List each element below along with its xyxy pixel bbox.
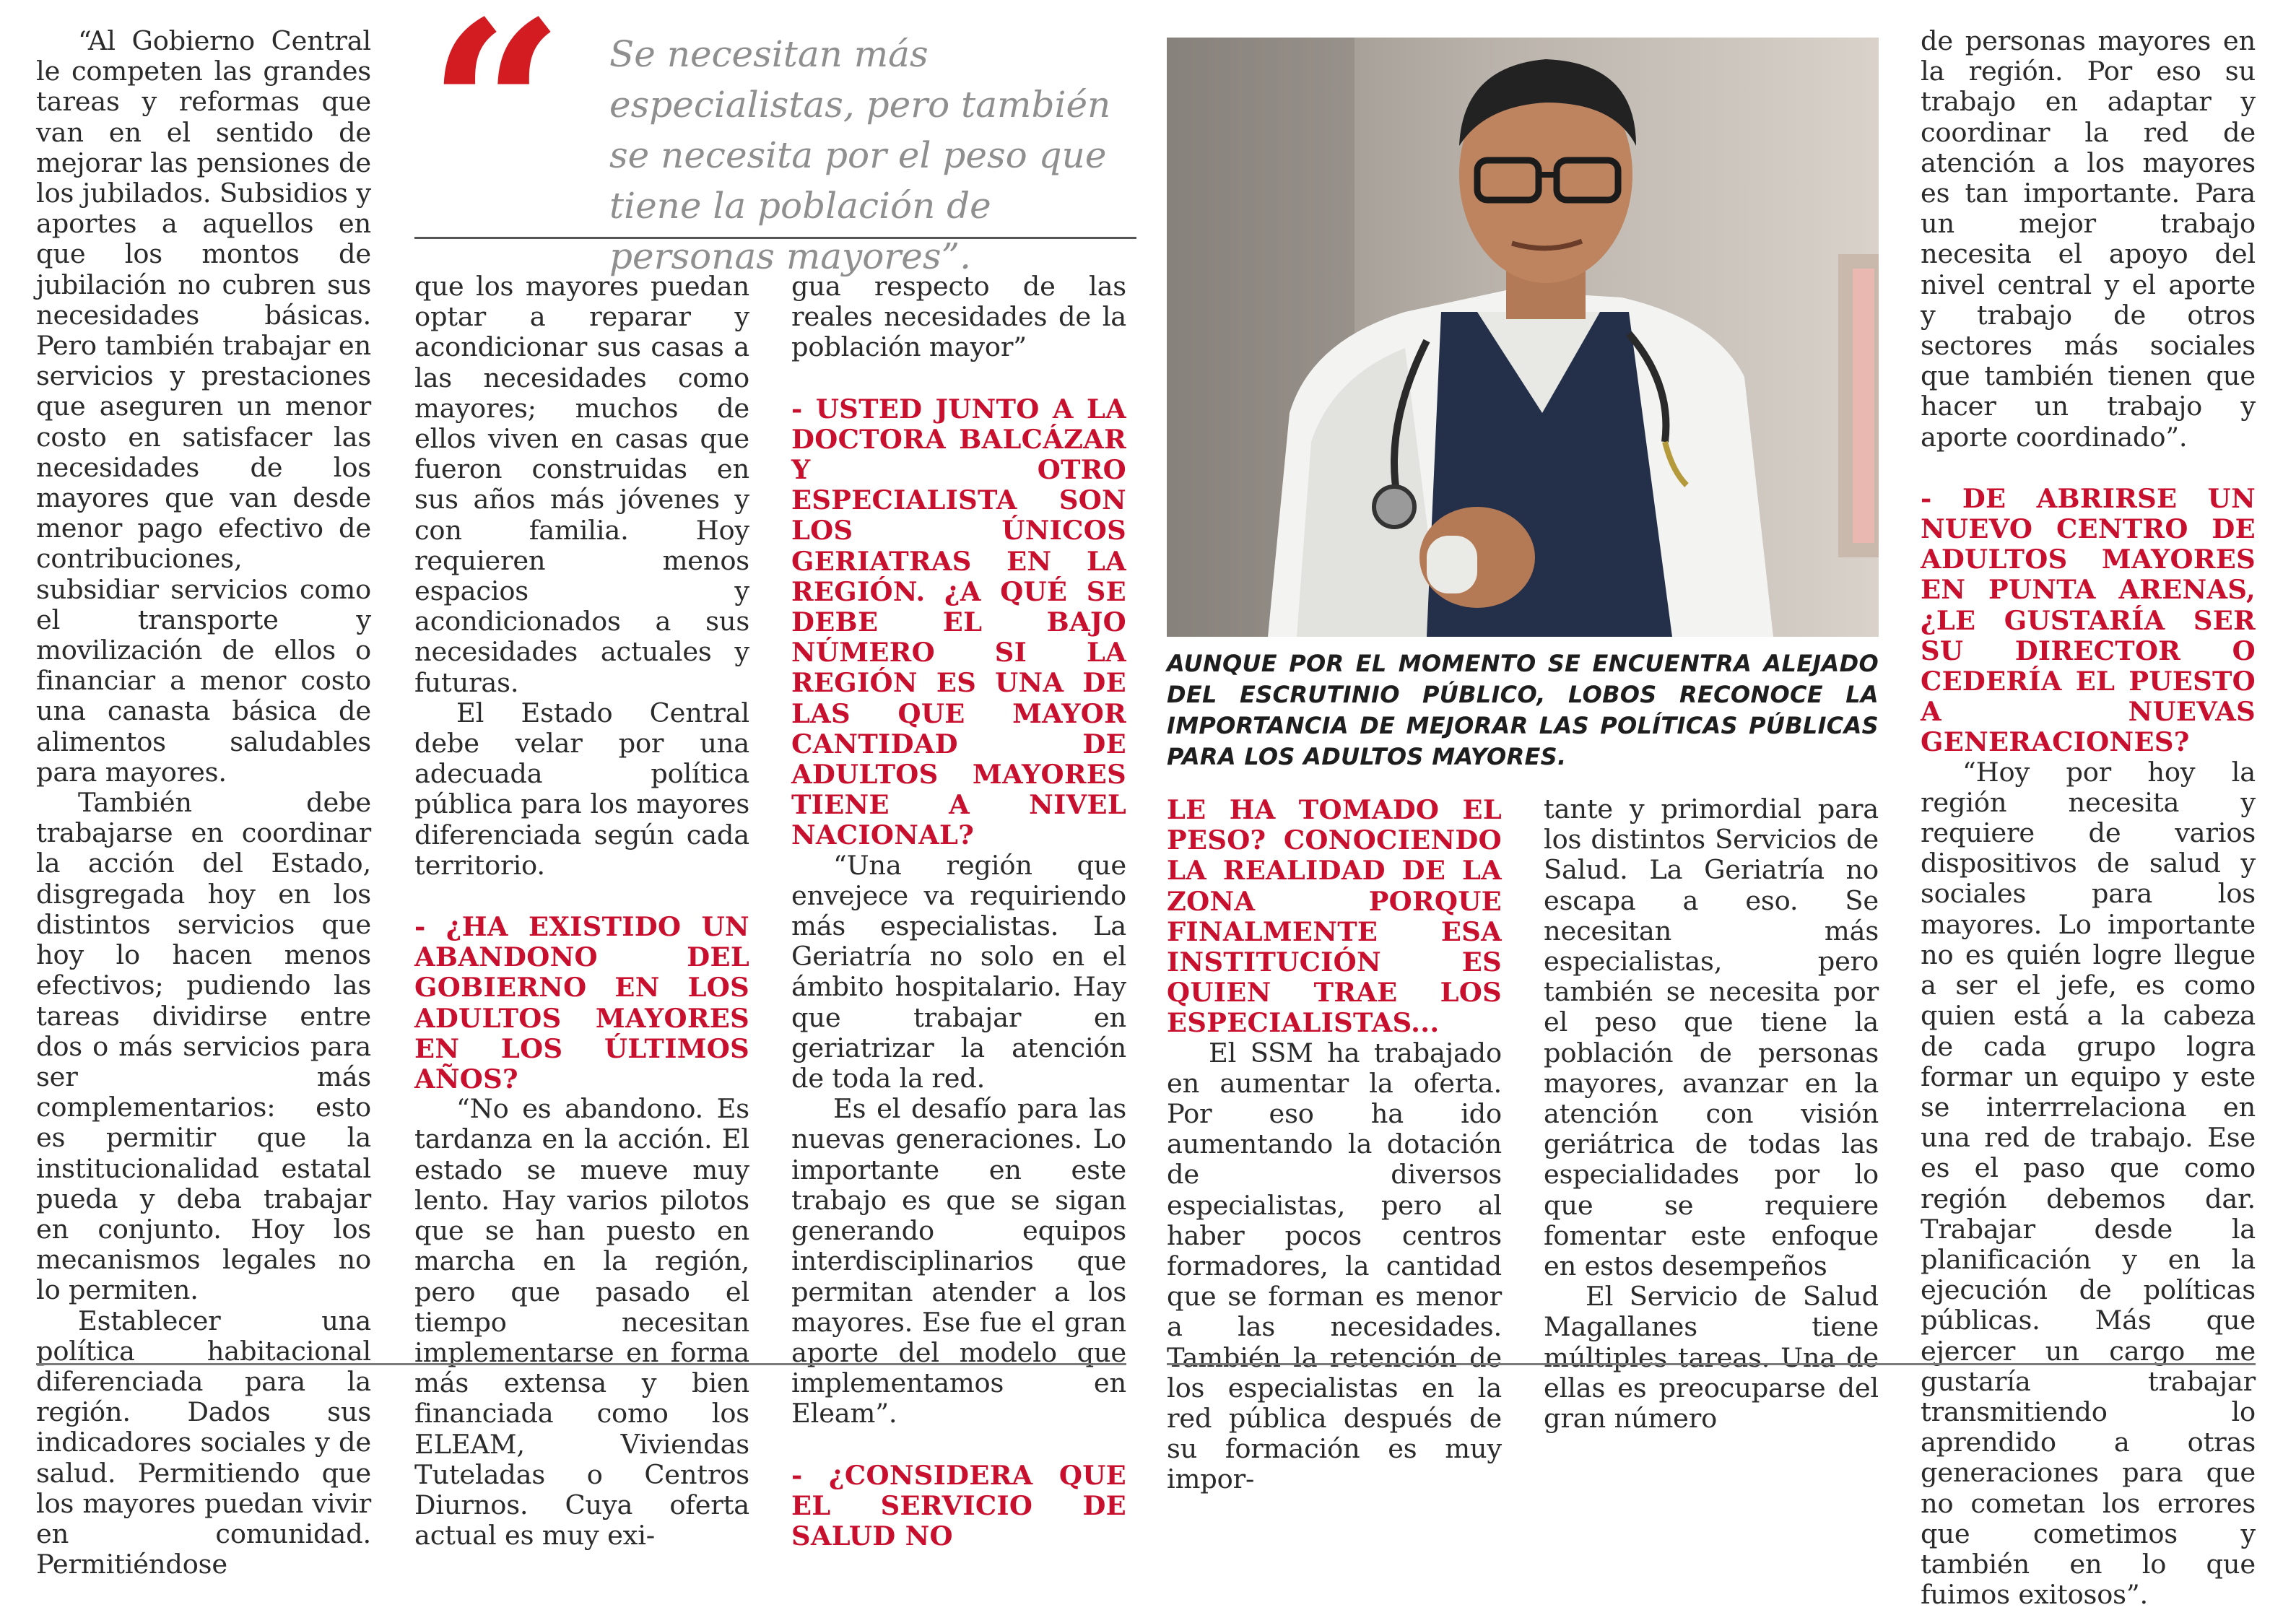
article-column-1 — [36, 26, 371, 1580]
body-paragraph: “Una región que envejece va requiriendo más especialistas. La Geriatría no solo en el ámbito hospitalario. Hay que trabajar en geriatrizar la atención de toda la red. — [791, 849, 1126, 1095]
article-column-6 — [1921, 26, 2256, 1610]
doctor-photo — [1167, 38, 1879, 637]
pull-quote — [414, 0, 1136, 277]
paragraph-gap — [414, 881, 749, 911]
body-paragraph: El Servicio de Salud Magallanes tiene múltiples tareas. Una de ellas es preocuparse del gran número — [1544, 1281, 1879, 1435]
body-paragraph: de personas mayores en la región. Por eso su trabajo en adaptar y coordinar la red de atención a los mayores es tan importante. Para un mejor trabajo necesita el apoyo del nivel central y el aporte y trabajo de otros sectores más sociales que también tienen que hacer un trabajo y aporte coordinado”. — [1921, 25, 2256, 453]
interview-question: - DE ABRIRSE UN NUEVO CENTRO DE ADULTOS MAYORES EN PUNTA ARENAS, ¿LE GUSTARÍA SER SU DIRECTOR O CEDERÍA EL PUESTO A NUEVAS GENERACIONES? — [1921, 482, 2256, 758]
body-paragraph: que los mayores puedan optar a reparar y acondicionar sus casas a las necesidades como mayores; muchos de ellos viven en casas que fueron construidas en sus años más jóvenes y con familia. Hoy requieren menos espacios y acondicionados a sus necesidades actuales y futuras. — [414, 271, 749, 698]
paragraph-gap — [791, 1430, 1126, 1460]
paragraph-gap — [1921, 453, 2256, 483]
pull-quote-text: Se necesitan más especialistas, pero también se necesita por el peso que tiene la población de personas mayores”. — [609, 33, 1111, 277]
interview-question: - ¿HA EXISTIDO UN ABANDONO DEL GOBIERNO EN LOS ADULTOS MAYORES EN LOS ÚLTIMOS AÑOS? — [414, 910, 749, 1095]
body-paragraph: El Estado Central debe velar por una adecuada política pública para los mayores diferenciada según cada territorio. — [414, 697, 749, 881]
article-column-3 — [791, 271, 1126, 1551]
body-paragraph: tante y primordial para los distintos Servicios de Salud. La Geriatría no escapa a eso. Se necesitan más especialistas, pero también se necesita por el peso que tiene la población de personas mayores, avanzar en la atención con visión geriátrica de todas las especialidades por lo que se requiere fomentar este enfoque en estos desempeños — [1544, 793, 1879, 1282]
quote-mark-icon: “ — [427, 0, 565, 249]
paragraph-gap — [791, 363, 1126, 393]
interview-question: - USTED JUNTO A LA DOCTORA BALCÁZAR Y OTRO ESPECIALISTA SON LOS ÚNICOS GERIATRAS EN LA REGIÓN. ¿A QUÉ SE DEBE EL BAJO NÚMERO SI LA REGIÓN ES UNA DE LAS QUE MAYOR CANTIDAD DE ADULTOS MAYORES TIENE A NIVEL NACIONAL? — [791, 392, 1126, 851]
body-paragraph: “Hoy por hoy la región necesita y requiere de varios dispositivos de salud y sociales para los mayores. Lo importante no es quién logre llegue a ser el jefe, es como quien está a la cabeza de cada grupo logra formar un equipo y este se interrrelaciona en una red de trabajo. Ese es el paso que como región debemos dar. Trabajar desde la planificación y en la ejecución de políticas públicas. Más que ejercer un cargo me gustaría trabajar transmitiendo lo aprendido a otras generaciones para que no cometan los errores que cometimos y también en lo que fuimos exitosos”. — [1921, 756, 2256, 1610]
interview-question: LE HA TOMADO EL PESO? CONOCIENDO LA REALIDAD DE LA ZONA PORQUE FINALMENTE ESA INSTITUCIÓN ES QUIEN TRAE LOS ESPECIALISTAS... — [1167, 793, 1502, 1039]
doctor-portrait-icon — [1167, 38, 1879, 637]
interview-question: - ¿CONSIDERA QUE EL SERVICIO DE SALUD NO — [791, 1458, 1126, 1552]
body-paragraph: También debe trabajarse en coordinar la acción del Estado, disgregada hoy en los distintos servicios que hoy lo hacen menos efectivos; pudiendo las tareas dividirse entre dos o más servicios para ser más complementarios: esto es permitir que la institucionalidad estatal pueda y deba trabajar en conjunto. Hoy los mecanismos legales no lo permiten. — [36, 787, 371, 1306]
body-paragraph: Es el desafío para las nuevas generaciones. Lo importante en este trabajo es que se sigan generando equipos interdisciplinarios que permitan atender a los mayores. Ese fue el gran aporte del modelo que implementamos en Eleam”. — [791, 1093, 1126, 1430]
body-paragraph: El SSM ha trabajado en aumentar la oferta. Por eso ha ido aumentando la dotación de diversos especialistas, pero al haber pocos centros formadores, la cantidad que se forman es menor a las necesidades. También la retención de los especialistas en la red pública después de su formación es muy impor- — [1167, 1037, 1502, 1495]
bottom-rule-right — [1167, 1363, 2256, 1365]
photo-caption: AUNQUE POR EL MOMENTO SE ENCUENTRA ALEJADO DEL ESCRUTINIO PÚBLICO, LOBOS RECONOCE LA IMPORTANCIA DE MEJORAR LAS POLÍTICAS PÚBLICAS PARA LOS ADULTOS MAYORES. — [1167, 650, 1879, 770]
body-paragraph: Establecer una política habitacional diferenciada para la región. Dados sus indicadores sociales y de salud. Permitiendo que los mayores puedan vivir en comunidad. Permitiéndose — [36, 1305, 371, 1580]
bottom-rule-left — [36, 1363, 1126, 1365]
article-column-2 — [414, 271, 749, 1551]
body-paragraph: “Al Gobierno Central le competen las grandes tareas y reformas que van en el sentido de mejorar las pensiones de los jubilados. Subsidios y aportes a aquellos en que los montos de jubilación no cubren sus necesidades básicas. Pero también trabajar en servicios y prestaciones que aseguren un menor costo en satisfacer las necesidades de los mayores que van desde menor pago efectivo de contribuciones, subsidiar servicios como el transporte y movilización de ellos o financiar a menor costo una canasta básica de alimentos saludables para mayores. — [36, 25, 371, 788]
body-paragraph: gua respecto de las reales necesidades de la población mayor” — [791, 271, 1126, 363]
body-paragraph: “No es abandono. Es tardanza en la acción. El estado se mueve muy lento. Hay varios pilotos que se han puesto en marcha en la región, pero que pasado el tiempo necesitan implementarse en forma más extensa y bien financiada como los ELEAM, Viviendas Tuteladas o Centros Diurnos. Cuya oferta actual es muy exi- — [414, 1093, 749, 1552]
article-column-5 — [1544, 794, 1879, 1434]
article-column-4 — [1167, 794, 1502, 1495]
